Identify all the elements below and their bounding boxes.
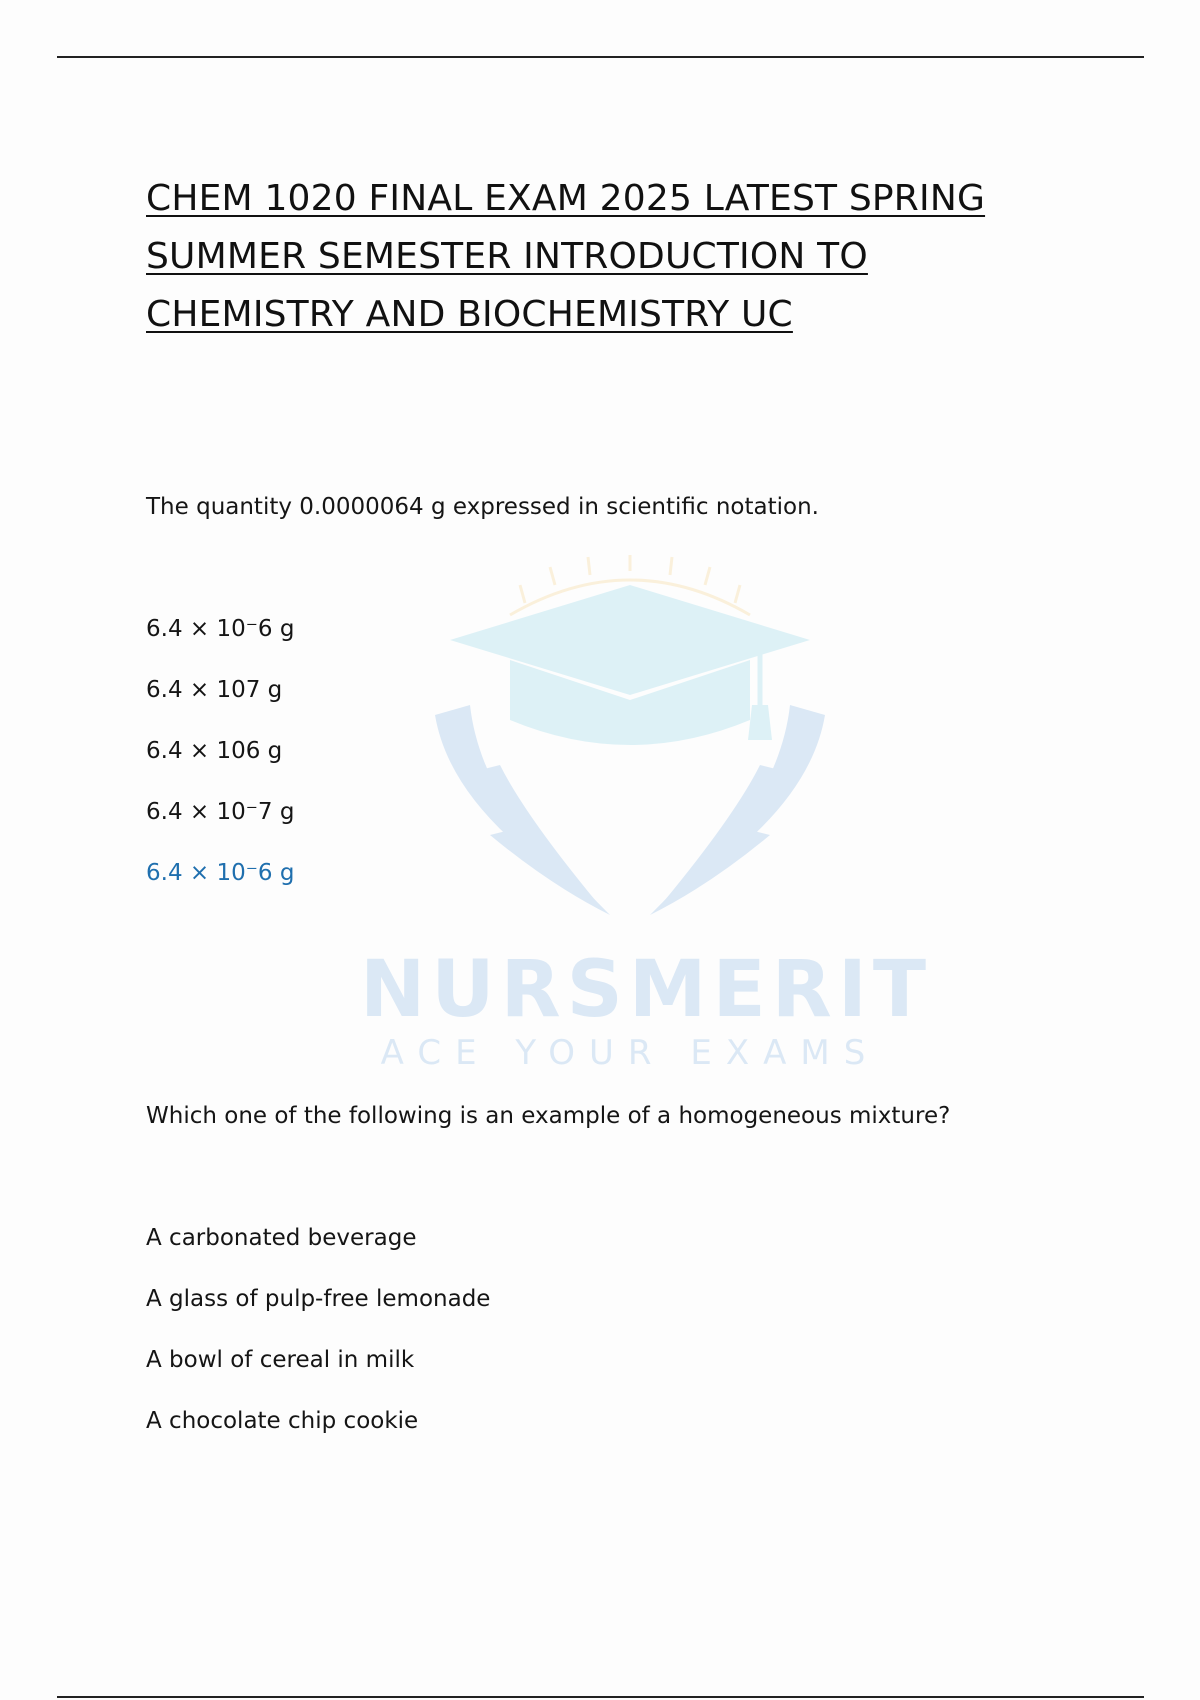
title-line: CHEMISTRY AND BIOCHEMISTRY UC: [146, 294, 793, 335]
option-item: A chocolate chip cookie: [146, 1408, 419, 1434]
question-2-options: [146, 1223, 490, 1467]
option-item: 6.4 × 106 g: [146, 738, 283, 764]
option-item: 6.4 × 107 g: [146, 677, 283, 703]
option-item: 6.4 × 10⁻6 g: [146, 616, 295, 642]
title-line: CHEM 1020 FINAL EXAM 2025 LATEST SPRING: [146, 178, 986, 219]
option-item: A carbonated beverage: [146, 1225, 417, 1251]
watermark-tagline: ACE YOUR EXAMS: [380, 1033, 880, 1073]
question-1-options: [146, 614, 294, 919]
nursmerit-watermark: [360, 555, 933, 1075]
bottom-divider: [57, 1696, 1144, 1698]
graduation-cap-book-icon: [360, 555, 900, 955]
top-divider: [57, 56, 1144, 58]
title-line: SUMMER SEMESTER INTRODUCTION TO: [146, 236, 868, 277]
question-1-prompt: The quantity 0.0000064 g expressed in scientific notation.: [146, 494, 819, 520]
option-item: A glass of pulp-free lemonade: [146, 1286, 491, 1312]
option-item: 6.4 × 10⁻7 g: [146, 799, 295, 825]
watermark-brand: NURSMERIT: [360, 945, 933, 1035]
option-item: A bowl of cereal in milk: [146, 1347, 415, 1373]
document-title: [146, 170, 1106, 344]
question-2-prompt: Which one of the following is an example of a homogeneous mixture?: [146, 1103, 951, 1129]
correct-answer: 6.4 × 10⁻6 g: [146, 860, 295, 886]
